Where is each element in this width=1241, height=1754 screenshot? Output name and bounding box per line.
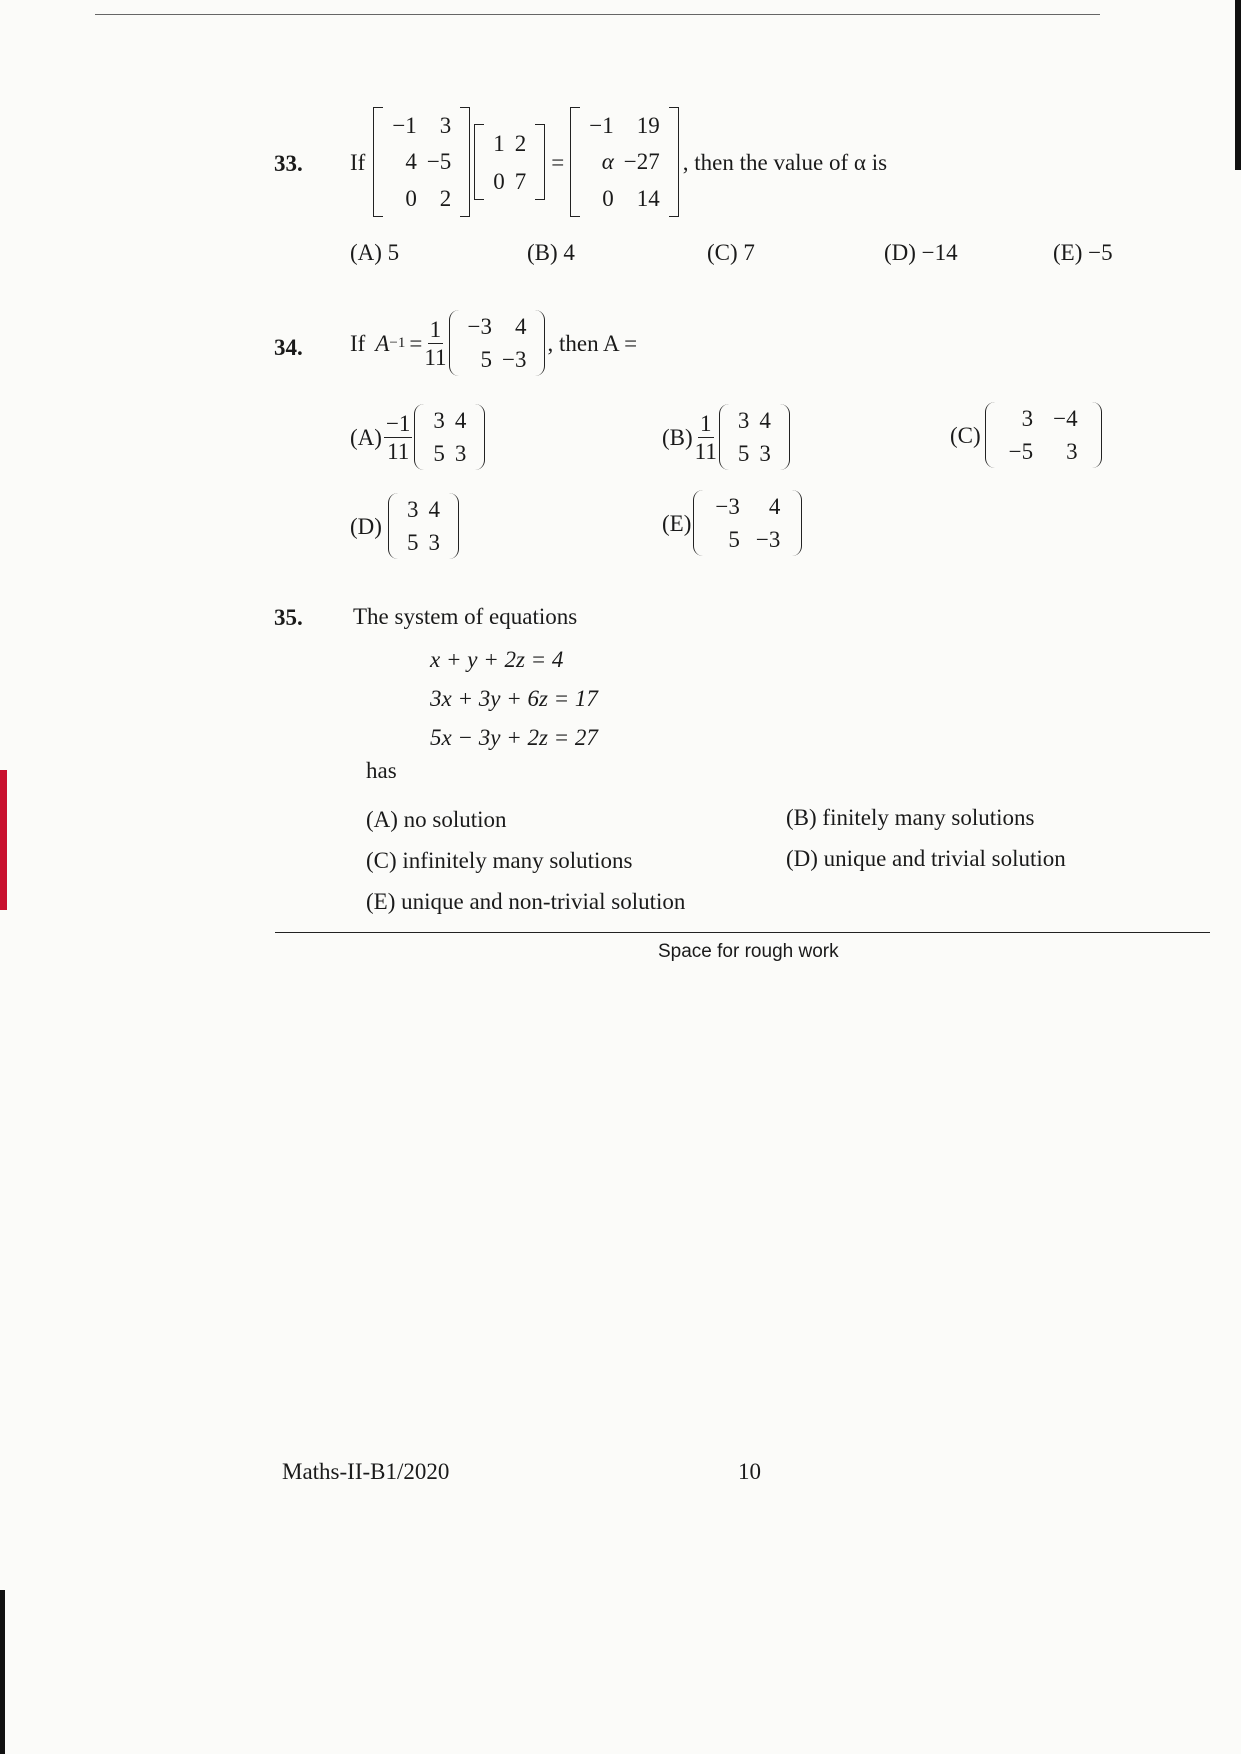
matrix-cell: 5: [480, 347, 492, 372]
q33-statement: [350, 106, 887, 218]
rough-work-rule: [275, 932, 1210, 933]
q34-option-c-matrix: [985, 402, 1102, 468]
matrix-cell: −3: [467, 314, 492, 339]
fraction-numerator: 1: [700, 410, 712, 436]
matrix-cell: −3: [755, 527, 781, 552]
matrix-entries: [383, 107, 460, 217]
q33-option-b[interactable]: (B) 4: [527, 240, 575, 265]
matrix-cell: 3: [1066, 439, 1078, 464]
q35-option-a[interactable]: (A) no solution: [366, 807, 507, 832]
matrix-bracket: [780, 404, 790, 470]
q33-matrix-b: [474, 124, 545, 200]
matrix-bracket: [985, 402, 995, 468]
q33-number: 33.: [274, 151, 303, 176]
matrix-cell: −5: [426, 149, 452, 175]
matrix-cell: 3: [737, 408, 750, 433]
matrix-cell: −27: [623, 149, 660, 175]
q34-lhs-sup: −1: [389, 334, 406, 351]
matrix-cell: 4: [454, 408, 467, 433]
fraction-numerator: −1: [385, 410, 411, 436]
matrix-bracket: [373, 107, 383, 217]
matrix-entries: [484, 124, 535, 200]
q35-number: 35.: [274, 605, 303, 630]
q34-number: 34.: [274, 335, 303, 360]
matrix-cell: α: [601, 149, 614, 175]
matrix-cell: 5: [728, 527, 740, 552]
q33-tail: , then the value of α is: [682, 149, 888, 175]
q35-option-b[interactable]: (B) finitely many solutions: [786, 805, 1035, 830]
q34-option-e-matrix: [693, 490, 802, 556]
matrix-cell: −3: [501, 347, 527, 372]
q34-option-d-matrix: [388, 493, 459, 559]
q34-option-b[interactable]: (B) $\frac{1}{11}$ 3 4 5 3: [662, 402, 790, 472]
q35-option-e[interactable]: (E) unique and non-trivial solution: [366, 889, 686, 914]
matrix-cell: 3: [454, 441, 467, 466]
matrix-cell: 4: [514, 314, 527, 339]
matrix-bracket: [475, 404, 485, 470]
matrix-entries: [459, 310, 536, 376]
fraction: [695, 412, 717, 463]
matrix-bracket: [792, 490, 802, 556]
q34-option-a-matrix: [414, 404, 485, 470]
matrix-bracket: [669, 107, 679, 217]
matrix-cell: 4: [428, 497, 440, 522]
matrix-cell: 4: [759, 408, 771, 433]
fraction-numerator: 1: [429, 316, 442, 342]
matrix-bracket: [449, 493, 459, 559]
scan-edge-red-mark: [0, 770, 7, 910]
q34-option-c[interactable]: (C) 3 −4 −5 3: [950, 400, 1102, 470]
matrix-cell: 3: [759, 441, 771, 466]
matrix-cell: 4: [768, 494, 781, 519]
q35-has: has: [366, 758, 397, 783]
q34-option-e[interactable]: (E) −3 4 5 −3: [662, 488, 802, 558]
matrix-entries: [729, 404, 780, 470]
rough-work-label: Space for rough work: [658, 941, 839, 962]
fraction-denominator: 11: [424, 344, 447, 370]
matrix-entries: [995, 402, 1092, 468]
matrix-bracket: [535, 310, 545, 376]
q34-matrix: [449, 310, 546, 376]
q35-intro: The system of equations: [353, 604, 578, 629]
q33-option-a[interactable]: (A) 5: [350, 240, 400, 265]
matrix-bracket: [719, 404, 729, 470]
matrix-cell: 4: [405, 149, 417, 175]
q33-matrix-a: [373, 107, 470, 217]
matrix-bracket: [388, 493, 398, 559]
matrix-bracket: [414, 404, 424, 470]
matrix-cell: 2: [514, 130, 527, 156]
matrix-entries: [398, 493, 449, 559]
matrix-cell: 7: [514, 168, 527, 194]
q34-tail: , then A =: [547, 330, 638, 356]
q33-if: If: [350, 149, 366, 175]
scan-edge-left: [0, 1590, 5, 1754]
matrix-bracket: [570, 107, 580, 217]
q34-lhs: A: [375, 330, 390, 356]
matrix-cell: 5: [406, 530, 419, 555]
matrix-cell: 3: [1021, 406, 1034, 431]
matrix-entries: [580, 107, 668, 217]
footer-code: Maths-II-B1/2020: [282, 1459, 450, 1484]
matrix-cell: 0: [493, 168, 505, 194]
q35-equation-3: 5x − 3y + 2z = 27: [430, 725, 598, 750]
q35-option-c[interactable]: (C) infinitely many solutions: [366, 848, 633, 873]
matrix-cell: −3: [715, 494, 740, 519]
scan-edge-right: [1235, 0, 1241, 170]
q34-statement: [350, 308, 637, 378]
matrix-cell: 3: [428, 530, 440, 555]
q35-equation-1: x + y + 2z = 4: [430, 647, 564, 672]
fraction: [384, 412, 412, 463]
q33-equals: =: [551, 149, 565, 175]
matrix-cell: 0: [602, 186, 614, 212]
matrix-cell: −1: [589, 112, 614, 138]
q33-option-d[interactable]: (D) −14: [884, 240, 958, 265]
matrix-bracket: [693, 490, 703, 556]
matrix-cell: 1: [493, 130, 505, 156]
q33-option-c[interactable]: (C) 7: [707, 240, 755, 265]
q34-if: If: [350, 330, 366, 356]
matrix-entries: [703, 490, 792, 556]
q34-option-d[interactable]: (D) 3 4 5 3: [350, 491, 459, 561]
matrix-cell: −4: [1053, 406, 1078, 431]
matrix-cell: −1: [392, 112, 417, 138]
q34-fraction: [424, 318, 446, 369]
matrix-bracket: [460, 107, 470, 217]
matrix-cell: 0: [405, 186, 417, 212]
matrix-cell: 5: [737, 441, 750, 466]
matrix-bracket: [535, 124, 545, 200]
matrix-entries: [424, 404, 475, 470]
fraction-denominator: 11: [694, 438, 717, 464]
matrix-cell: 2: [439, 186, 452, 212]
q33-option-e[interactable]: (E) −5: [1053, 240, 1113, 265]
matrix-bracket: [474, 124, 484, 200]
page-number: 10: [738, 1459, 761, 1484]
q34-option-b-matrix: [719, 404, 790, 470]
matrix-cell: 5: [433, 441, 445, 466]
matrix-bracket: [449, 310, 459, 376]
top-rule: [95, 14, 1100, 15]
fraction-denominator: 11: [387, 438, 410, 464]
matrix-bracket: [1092, 402, 1102, 468]
matrix-cell: 3: [406, 497, 419, 522]
q35-equation-2: 3x + 3y + 6z = 17: [430, 686, 598, 711]
q33-matrix-c: [570, 107, 678, 217]
matrix-cell: 14: [636, 186, 660, 212]
q34-eq: =: [409, 330, 423, 356]
matrix-cell: −5: [1008, 439, 1034, 464]
matrix-cell: 19: [636, 112, 660, 138]
matrix-cell: 3: [433, 408, 445, 433]
q34-option-a[interactable]: (A) $\frac{-1}{11}$ 3 4 5 3: [350, 402, 485, 472]
matrix-cell: 3: [439, 112, 452, 138]
q35-option-d[interactable]: (D) unique and trivial solution: [786, 846, 1066, 871]
